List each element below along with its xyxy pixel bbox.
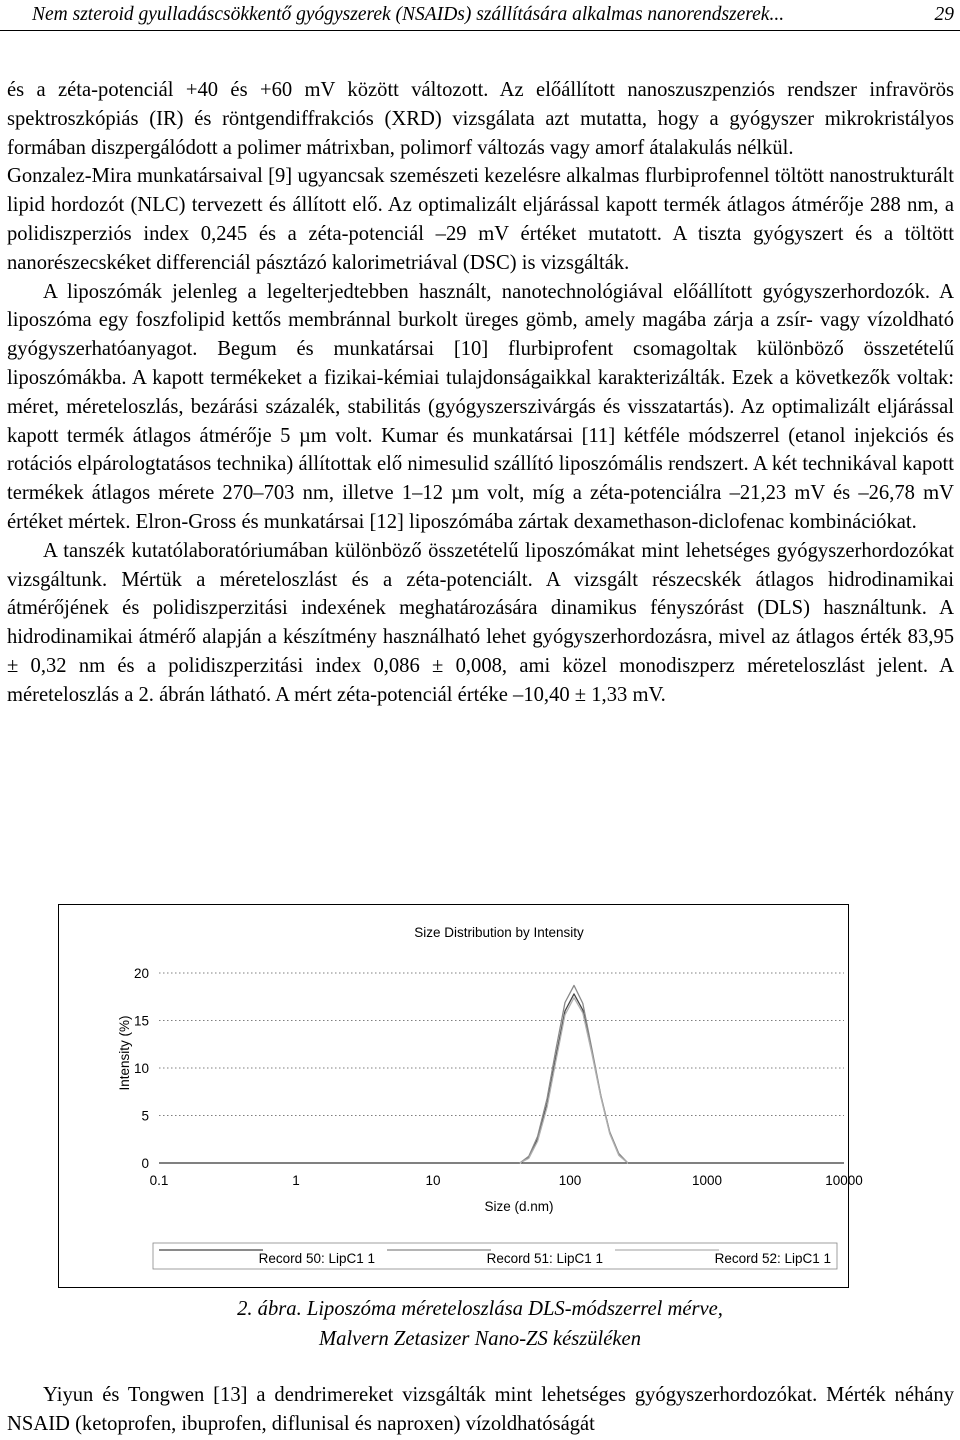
running-header-title: Nem szteroid gyulladáscsökkentő gyógyszerek (NSAIDs) szállítására alkalmas nanorendszerek... [32,4,785,25]
legend-entry: Record 52: LipC1 1 [714,1251,831,1266]
y-tick-label: 10 [133,1061,149,1076]
x-axis-label: Size (d.nm) [484,1199,554,1214]
x-tick-label: 1 [292,1173,300,1188]
x-tick-label: 1000 [691,1173,723,1188]
caption-line-1: 2. ábra. Liposzóma méreteloszlása DLS-módszerrel mérve, [237,1298,723,1320]
body-text-top [7,76,954,710]
x-tick-label: 0.1 [149,1173,169,1188]
paragraph: Yiyun és Tongwen [13] a dendrimereket vizsgálták mint lehetséges gyógyszerhordozókat. Mérték néhány NSAID (ketoprofen, ibuprofen, diflunisal és naproxen) vízoldhatóságát [7,1384,954,1435]
figure-frame [58,904,863,1288]
legend-entry: Record 51: LipC1 1 [486,1251,603,1266]
y-tick-label: 20 [133,966,149,981]
caption-line-2: Malvern Zetasizer Nano-ZS készüléken [318,1328,641,1350]
body-text-bottom [7,1381,954,1439]
paragraph: és a zéta-potenciál +40 és +60 mV között változott. Az előállított nanoszuszpenziós rendszer infravörös spektroszkópiás (IR) és röntgendiffrakciós (XRD) vizsgálata azt mutatta, hogy a gyógyszer mikrokristályos formában diszpergálódott a polimer mátrixban, polimorf változás vagy amorf átalakulás nélkül. [7,79,954,159]
y-tick-label: 0 [141,1156,149,1171]
paragraph: A liposzómák jelenleg a legelterjedtebben használt, nanotechnológiával előállított gyógyszerhordozók. A liposzóma egy foszfolipid kettős membránnal burkolt üreges gömb, amely magába zárja a zsír- vagy vízoldható gyógyszerhatóanyagot. Begum és munkatársai [10] flurbiprofent csomagoltak különböző összetételű liposzómákba. A kapott termékeket a fizikai-kémiai tulajdonságaikkal karakterizálták. Ezek a következők voltak: méret, méreteloszlás, bezárási százalék, stabilitás (gyógyszerszivárgás és visszatartás). Az optimalizált eljárással kapott termék átlagos átmérője 5 µm volt. Kumar és munkatársai [11] kétféle módszerrel (etanol injekciós és rotációs elpárologtatásos technika) állítottak elő nimesulid szállító liposzómális rendszert. A két technikával kapott termékek átlagos mérete 270–703 nm, illetve 1–12 µm volt, míg a zéta-potenciálra –21,23 mV és –26,78 mV értéket mértek. Elron-Gross és munkatársai [12] liposzómába zártak dexamethason-diclofenac kombinációkat. [7,280,954,533]
series-line [520,985,628,1163]
x-tick-label: 10000 [825,1173,863,1188]
size-distribution-chart [59,905,863,1289]
figure-caption [0,1294,960,1354]
page-number: 29 [934,4,954,25]
y-tick-label: 15 [133,1013,149,1029]
y-axis-label: Intensity (%) [117,1015,132,1091]
chart-title: Size Distribution by Intensity [414,925,584,940]
legend-entry: Record 50: LipC1 1 [258,1251,375,1266]
y-tick-label: 5 [141,1108,149,1124]
x-tick-label: 100 [558,1173,582,1188]
running-header [0,0,960,31]
paragraph: A tanszék kutatólaboratóriumában különböző összetételű liposzómákat mint lehetséges gyógyszerhordozókat vizsgáltunk. Mértük a méreteloszlást és a zéta-potenciált. A vizsgált részecskék átlagos hidrodinamikai átmérőjének és polidiszperzitási indexének meghatározására dinamikus fényszórást (DLS) használtunk. A hidrodinamikai átmérő alapján a készítmény használható lehet gyógyszerhordozásra, mivel az átlagos érték 83,95 ± 0,32 nm és a polidiszperzitási index 0,086 ± 0,008, ami közel monodiszperz méreteloszlást jelent. A méreteloszlás a 2. ábrán látható. A mért zéta-potenciál értéke –10,40 ± 1,33 mV. [7,539,954,706]
paragraph: Gonzalez-Mira munkatársaival [9] ugyancsak szemészeti kezelésre alkalmas flurbiprofennel töltött nanostrukturált lipid hordozót (NLC) tervezett és állított elő. Az optimalizált eljárással kapott termék átlagos átmérője 288 nm, a polidiszperziós index 0,245 és a zéta-potenciál –29 mV értéket mutatott. A tiszta gyógyszert és a töltött nanorészecskéket differenciál pásztázó kalorimetriával (DSC) is vizsgálták. [7,165,954,274]
x-tick-label: 10 [425,1173,441,1188]
series-line [520,998,628,1163]
